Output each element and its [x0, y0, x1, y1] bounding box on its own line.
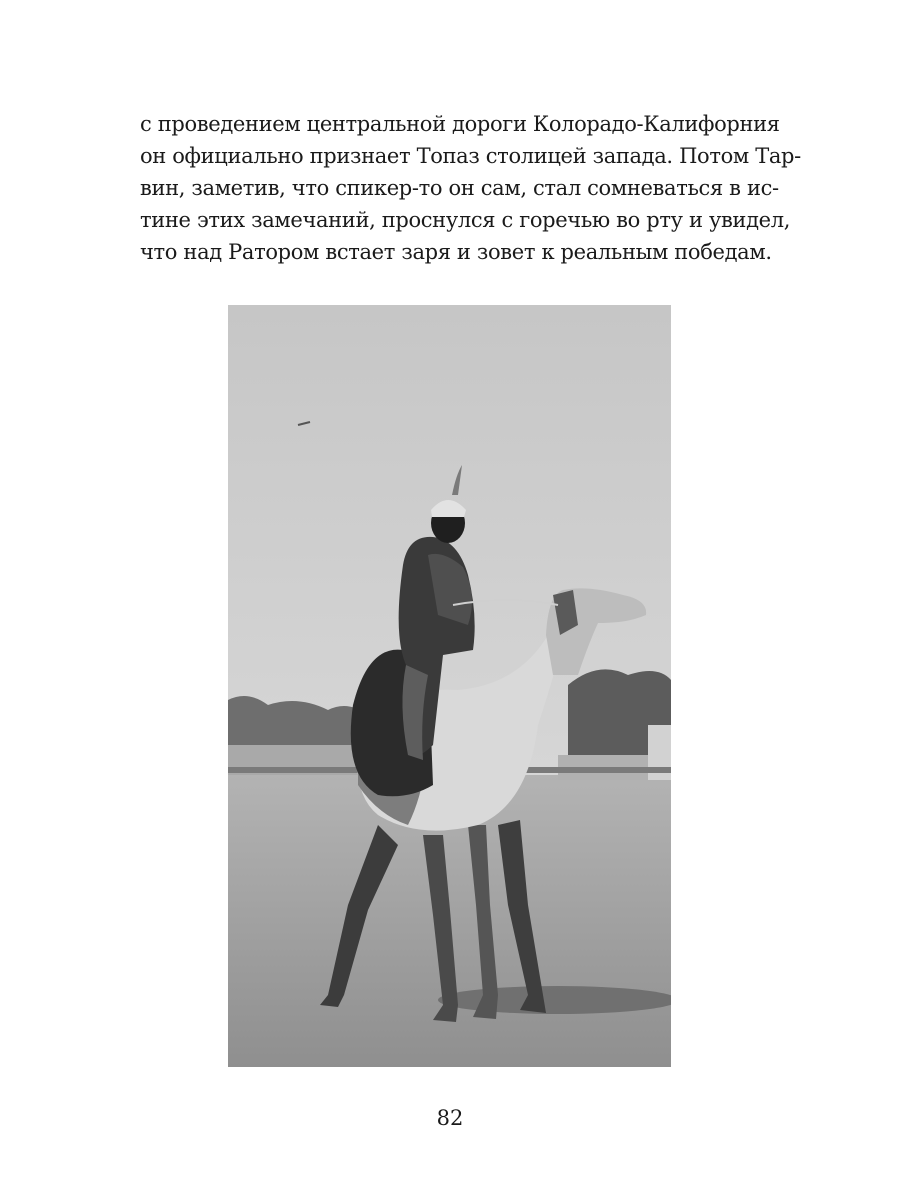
camel-rider-photo — [228, 305, 671, 1067]
text-line: с проведением центральной дороги Колорадо-Калифорния — [140, 112, 780, 136]
body-text — [140, 108, 801, 268]
text-line: тине этих замечаний, проснулся с горечью во рту и увидел, — [140, 208, 791, 232]
text-line: что над Ратором встает заря и зовет к реальным победам. — [140, 240, 772, 264]
text-line: вин, заметив, что спикер-то он сам, стал сомневаться в ис- — [140, 176, 779, 200]
page-number: 82 — [436, 1106, 464, 1130]
text-line: он официально признает Топаз столицей запада. Потом Тар- — [140, 144, 801, 168]
